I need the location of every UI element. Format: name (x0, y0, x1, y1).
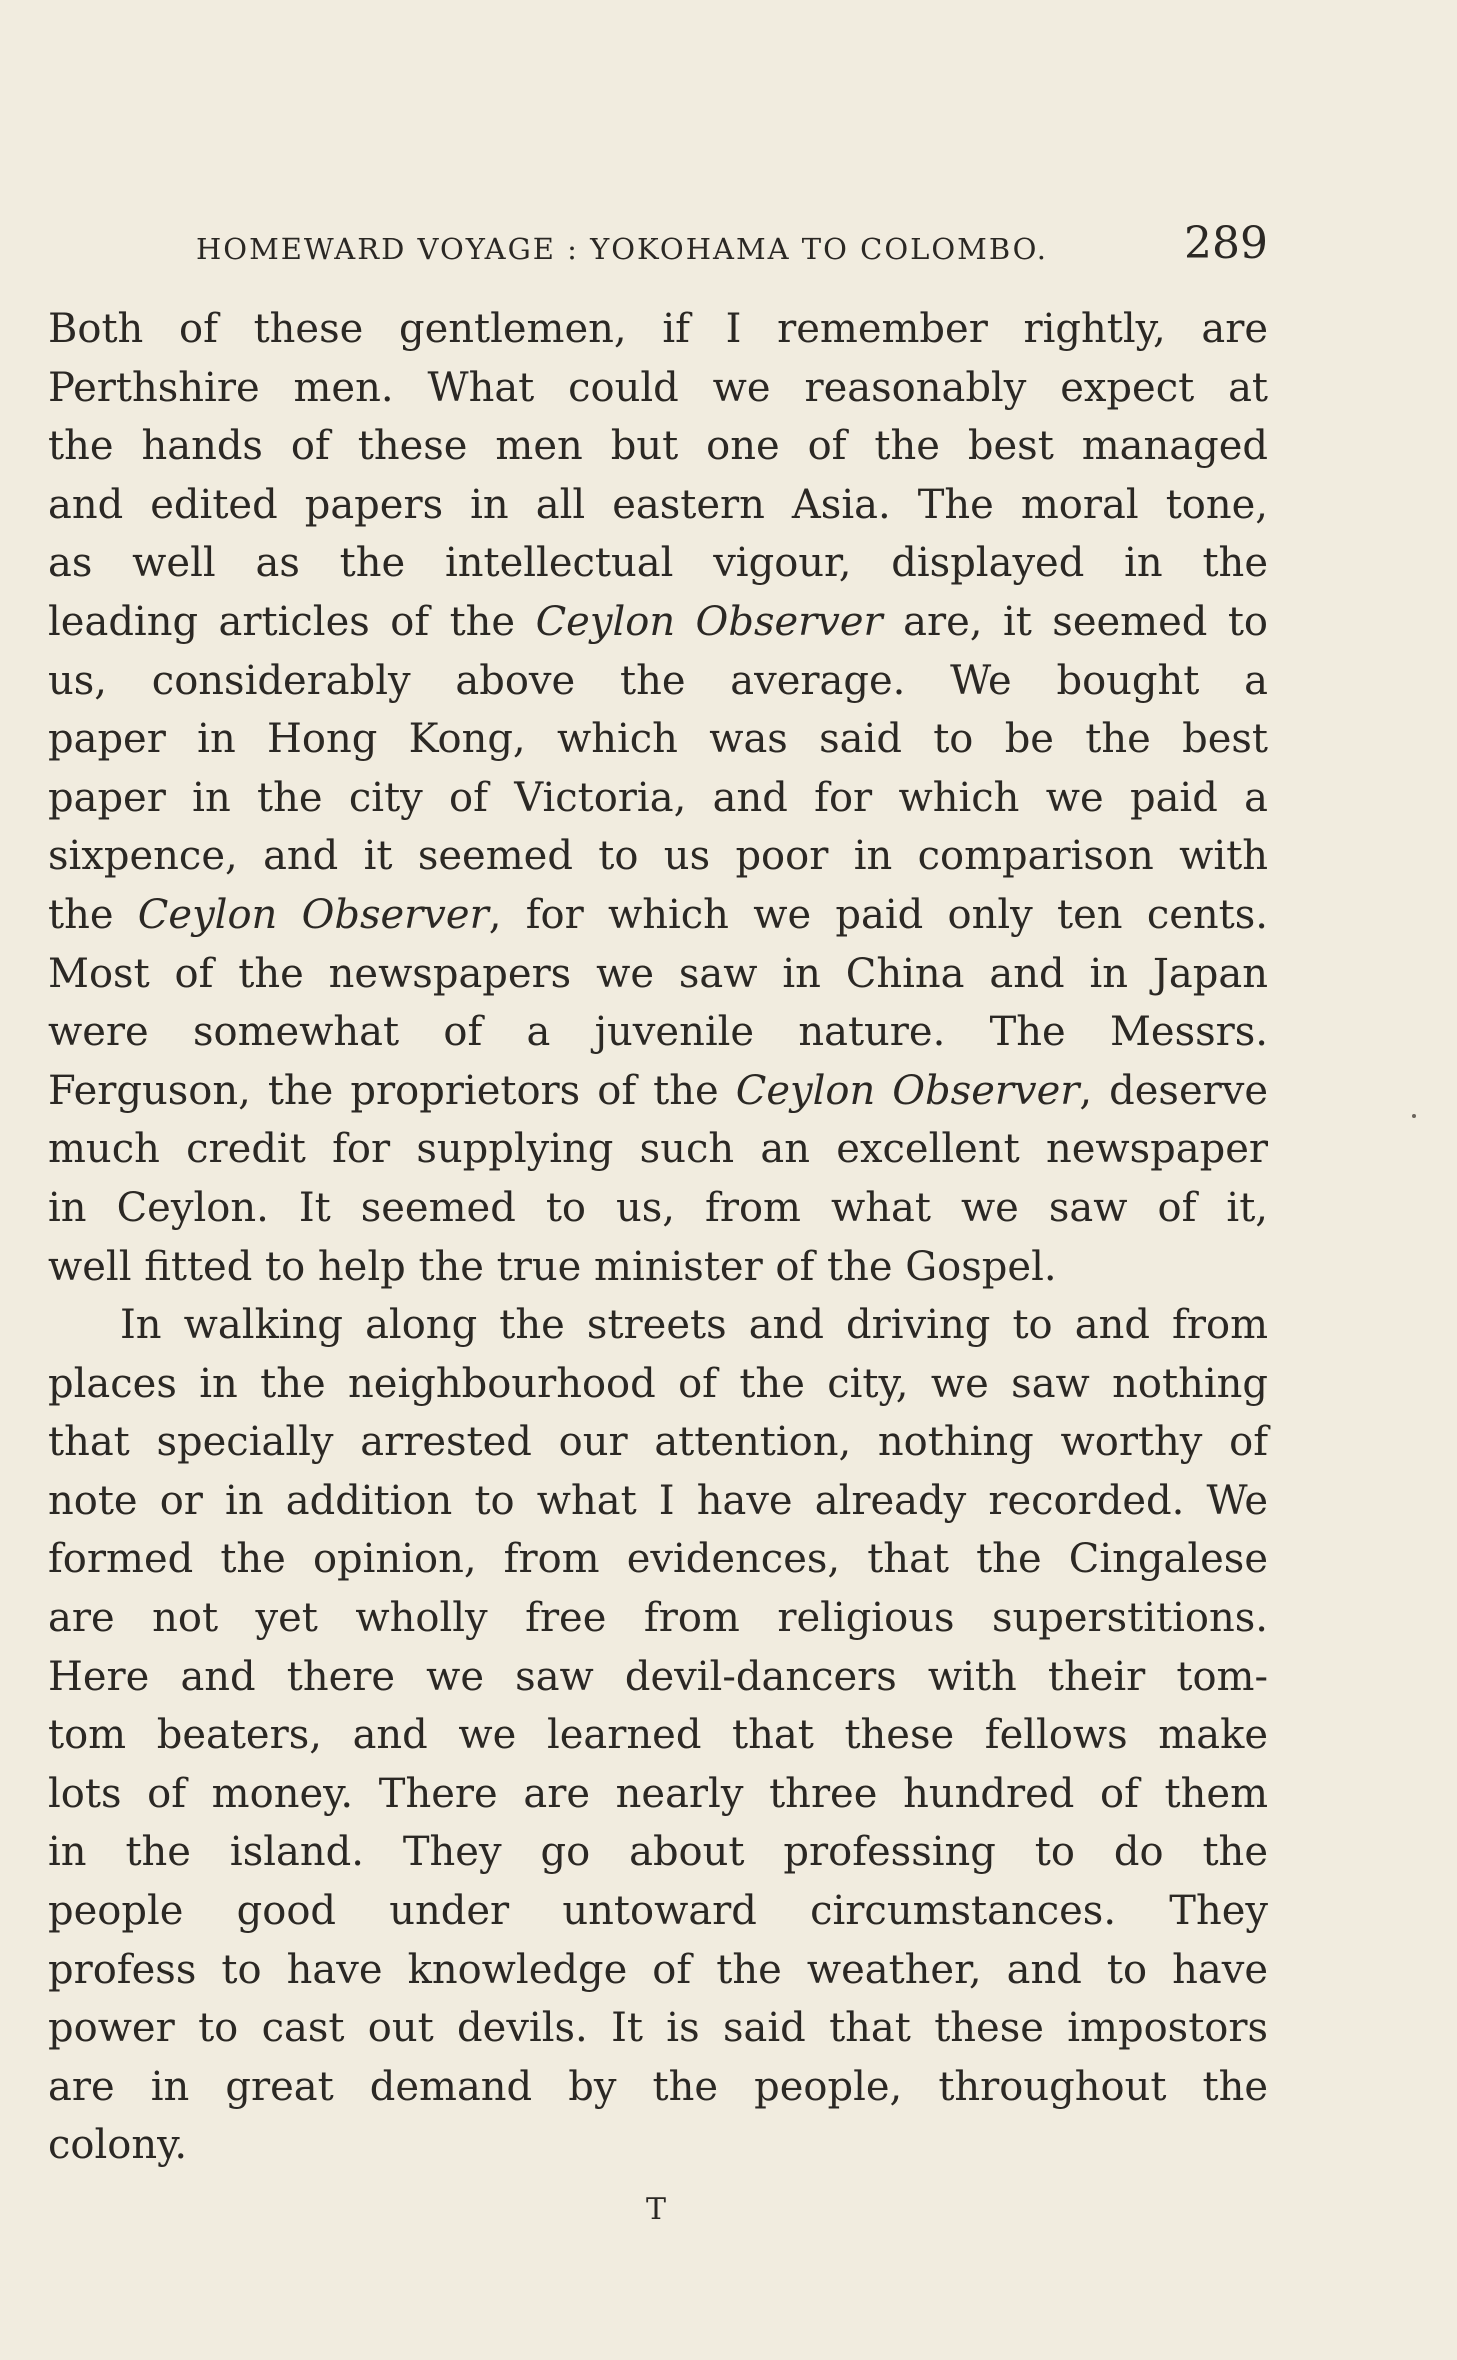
text-line: Most of the newspapers we saw in China and in Japan (48, 950, 1268, 997)
text-line: paper in Hong Kong, which was said to be the best (48, 716, 1268, 763)
text-line: lots of money. There are nearly three hundred of them (48, 1770, 1268, 1817)
text-line: formed the opinion, from evidences, that the Cingalese (48, 1536, 1268, 1583)
body-text (48, 300, 1268, 2175)
text-line: Both of these gentlemen, if I remember rightly, are (48, 306, 1268, 352)
text-line: paper in the city of Victoria, and for which we paid a (48, 774, 1268, 821)
text-line: In walking along the streets and driving to and from (120, 1302, 1268, 1349)
text-line: that specially arrested our attention, nothing worthy of (48, 1419, 1268, 1466)
text-line: Here and there we saw devil-dancers with their tom- (48, 1653, 1268, 1700)
text-line: Ferguson, the proprietors of the Ceylon Observer, deserve (48, 1067, 1269, 1114)
text-line: the hands of these men but one of the best managed (48, 423, 1268, 470)
text-line: note or in addition to what I have already recorded. We (48, 1477, 1268, 1524)
text-line: in Ceylon. It seemed to us, from what we saw of it, (48, 1184, 1268, 1231)
italic-title: Ceylon Observer (735, 1067, 1080, 1114)
page-number: 289 (1184, 218, 1268, 269)
paper-speck (1412, 1114, 1416, 1118)
text-line: are in great demand by the people, throughout the (48, 2063, 1268, 2110)
text-line: the Ceylon Observer, for which we paid only ten cents. (48, 891, 1268, 938)
text-line: are not yet wholly free from religious superstitions. (48, 1595, 1268, 1642)
text-line: well fitted to help the true minister of the Gospel. (48, 1243, 1057, 1290)
text-line: places in the neighbourhood of the city, we saw nothing (48, 1360, 1268, 1407)
text-line: power to cast out devils. It is said that these impostors (48, 2005, 1268, 2052)
text-line: sixpence, and it seemed to us poor in comparison with (48, 833, 1268, 880)
page-header (196, 218, 1268, 274)
text-line: colony. (48, 2122, 188, 2169)
text-line: leading articles of the Ceylon Observer are, it seemed to (48, 598, 1268, 645)
text-line: tom beaters, and we learned that these fellows make (48, 1712, 1268, 1759)
text-line: and edited papers in all eastern Asia. The moral tone, (48, 481, 1268, 528)
text-line: people good under untoward circumstances. They (48, 1888, 1268, 1935)
running-head: HOMEWARD VOYAGE : YOKOHAMA TO COLOMBO. (196, 232, 1048, 266)
italic-title: Ceylon Observer (137, 891, 489, 938)
signature-mark: T (645, 2192, 666, 2227)
text-line: profess to have knowledge of the weather, and to have (48, 1946, 1268, 1993)
text-line: Perthshire men. What could we reasonably expect at (48, 364, 1268, 411)
text-line: in the island. They go about professing to do the (48, 1829, 1268, 1876)
italic-title: Ceylon Observer (535, 598, 883, 645)
text-line: were somewhat of a juvenile nature. The Messrs. (48, 1009, 1268, 1056)
text-line: us, considerably above the average. We bought a (48, 657, 1268, 704)
text-line: much credit for supplying such an excellent newspaper (48, 1126, 1268, 1173)
text-line: as well as the intellectual vigour, displayed in the (48, 540, 1268, 587)
